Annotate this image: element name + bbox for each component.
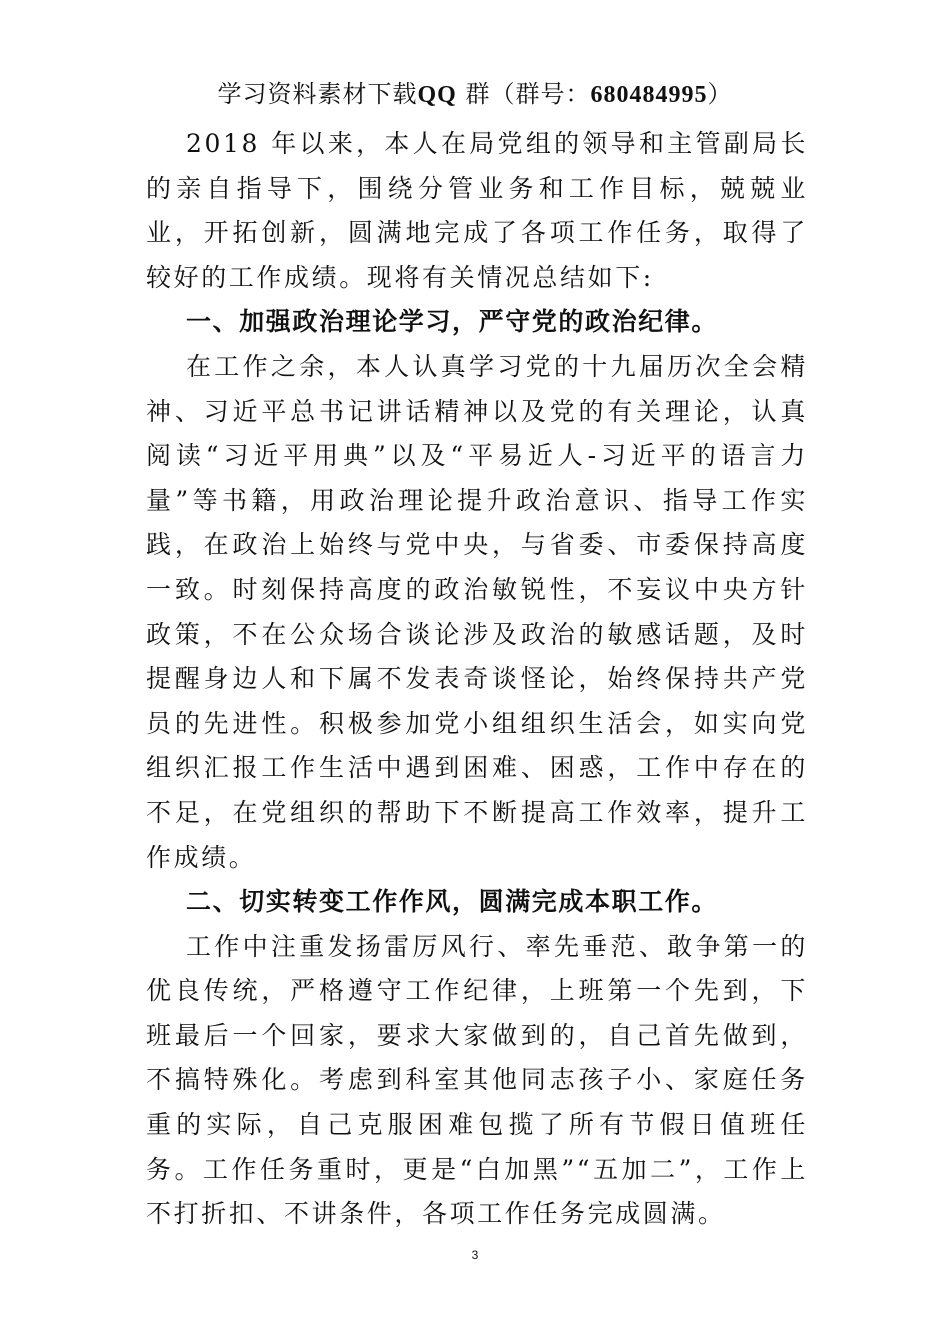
section-1-paragraph: 在工作之余，本人认真学习党的十九届历次全会精神、习近平总书记讲话精神以及党的有关理论，认真阅读“习近平用典”以及“平易近人-习近平的语言力量”等书籍，用政治理论提升政治意识、指导工作实践，在政治上始终与党中央，与省委、市委保持高度一致。时刻保持高度的政治敏锐性，不妄议中央方针政策，不在公众场合谈论涉及政治的敏感话题，及时提醒身边人和下属不发表奇谈怪论，始终保持共产党员的先进性。积极参加党小组组织生活会，如实向党组织汇报工作生活中遇到困难、困惑，工作中存在的不足，在党组织的帮助下不断提高工作效率，提升工作成绩。	[146, 351, 808, 872]
section-heading-1: 一、加强政治理论学习，严守党的政治纪律。	[186, 307, 719, 337]
header-group-number: 680484995	[590, 82, 708, 108]
header-group-label: 群（群号：	[456, 80, 591, 108]
page-number: 3	[471, 1248, 479, 1262]
header-line	[0, 74, 950, 109]
section-heading-2: 二、切实转变工作作风，圆满完成本职工作。	[186, 887, 719, 917]
header-prefix: 学习资料素材下载	[217, 80, 418, 108]
header-suffix: ）	[707, 80, 733, 108]
header-qq: QQ	[417, 82, 457, 108]
section-2-paragraph: 工作中注重发扬雷厉风行、率先垂范、敢争第一的优良传统，严格遵守工作纪律，上班第一个先到，下班最后一个回家，要求大家做到的，自己首先做到，不搞特殊化。考虑到科室其他同志孩子小、家庭任务重的实际，自己克服困难包揽了所有节假日值班任务。工作任务重时，更是“白加黑”“五加二”，工作上不打折扣、不讲条件，各项工作任务完成圆满。	[146, 931, 808, 1229]
intro-paragraph: 2018 年以来，本人在局党组的领导和主管副局长的亲自指导下，围绕分管业务和工作目标，兢兢业业，开拓创新，圆满地完成了各项工作任务，取得了较好的工作成绩。现将有关情况总结如下:	[146, 129, 808, 292]
document-body	[146, 122, 808, 1237]
